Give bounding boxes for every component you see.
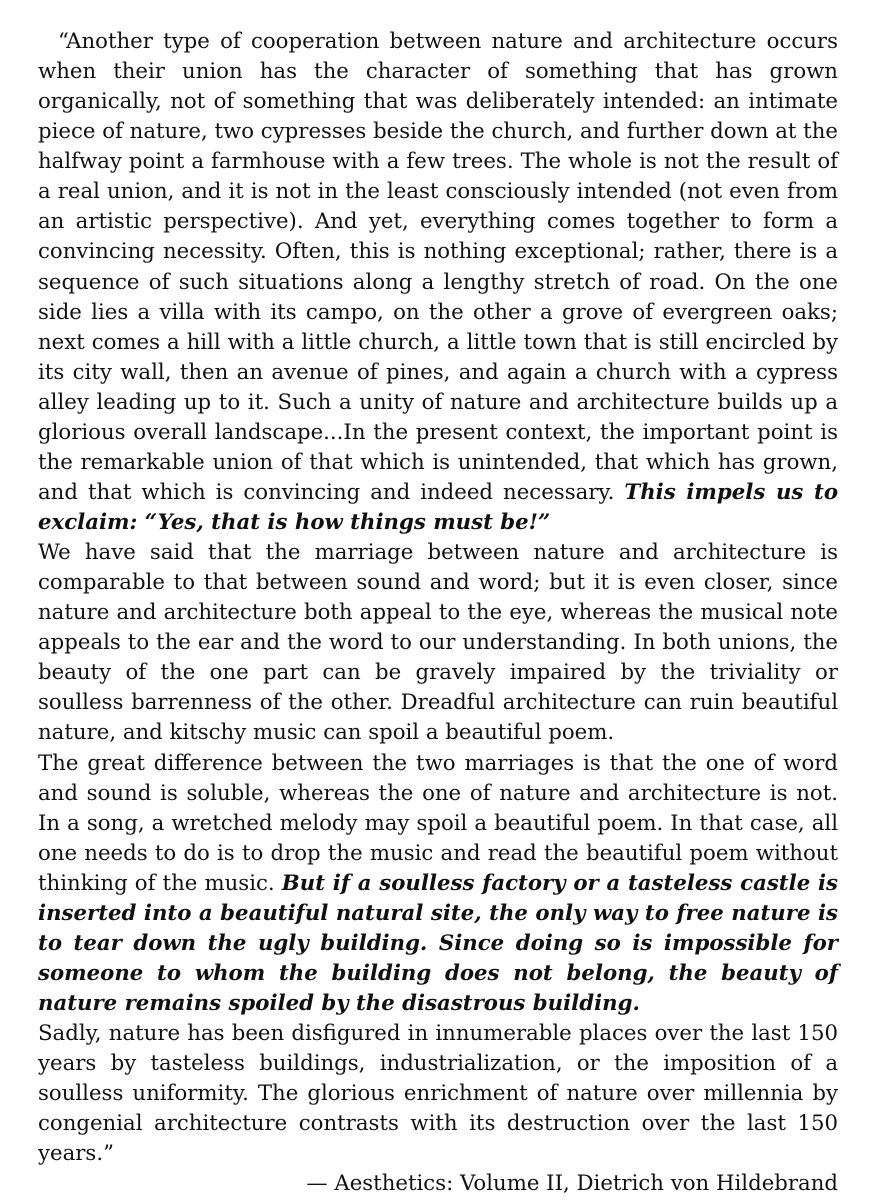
quote-paragraph-2 bbox=[38, 538, 838, 748]
quote-paragraph-4 bbox=[38, 1019, 838, 1169]
quote-attribution: — Aesthetics: Volume II, Dietrich von Hildebrand bbox=[306, 1171, 838, 1197]
paragraph-4-text: Sadly, nature has been disfigured in innumerable places over the last 150 years by tasteless buildings, industrialization, or the imposition of a soulless uniformity. The glorious enrichment of nature over millennia by congenial architecture contrasts with its destruction over the last 150 years.” bbox=[38, 1021, 838, 1167]
quote-paragraph-1 bbox=[38, 27, 838, 538]
paragraph-1-emphasis: This impels us to exclaim: “Yes, that is how things must be!” bbox=[38, 479, 838, 535]
quote-paragraph-3 bbox=[38, 749, 838, 1020]
paragraph-3-text: The great difference between the two marriages is that the one of word and sound is soluble, whereas the one of nature and architecture is not. In a song, a wretched melody may spoil a beautiful poem. In that case, all one needs to do is to drop the music and read the beautiful poem without thinking of the music. bbox=[38, 750, 838, 896]
paragraph-2-text: We have said that the marriage between nature and architecture is comparable to that between sound and word; but it is even closer, since nature and architecture both appeal to the eye, whereas the musical note appeals to the ear and the word to our understanding. In both unions, the beauty of the one part can be gravely impaired by the triviality or soulless barrenness of the other. Dreadful architecture can ruin beautiful nature, and kitschy music can spoil a beautiful poem. bbox=[38, 540, 838, 746]
paragraph-1-text: “Another type of cooperation between nature and architecture occurs when their union has the character of something that has grown organically, not of something that was deliberately intended: an intimate piece of nature, two cypresses beside the church, and further down at the halfway point a farmhouse with a few trees. The whole is not the result of a real union, and it is not in the least consciously intended (not even from an artistic perspective). And yet, everything comes together to form a convincing necessity. Often, this is nothing exceptional; rather, there is a sequence of such situations along a lengthy stretch of road. On the one side lies a villa with its campo, on the other a grove of evergreen oaks; next comes a hill with a little church, a little town that is still encircled by its city wall, then an avenue of pines, and again a church with a cypress alley leading up to it. Such a unity of nature and architecture builds up a glorious overall landscape...In the present context, the important point is the remarkable union of that which is unintended, that which has grown, and that which is convincing and indeed necessary. bbox=[38, 29, 838, 505]
paragraph-3-emphasis: But if a soulless factory or a tasteless castle is inserted into a beautiful natural site, the only way to free nature is to tear down the ugly building. Since doing so is impossible for someone to whom the building does not belong, the beauty of nature remains spoiled by the disastrous building. bbox=[38, 870, 839, 1016]
